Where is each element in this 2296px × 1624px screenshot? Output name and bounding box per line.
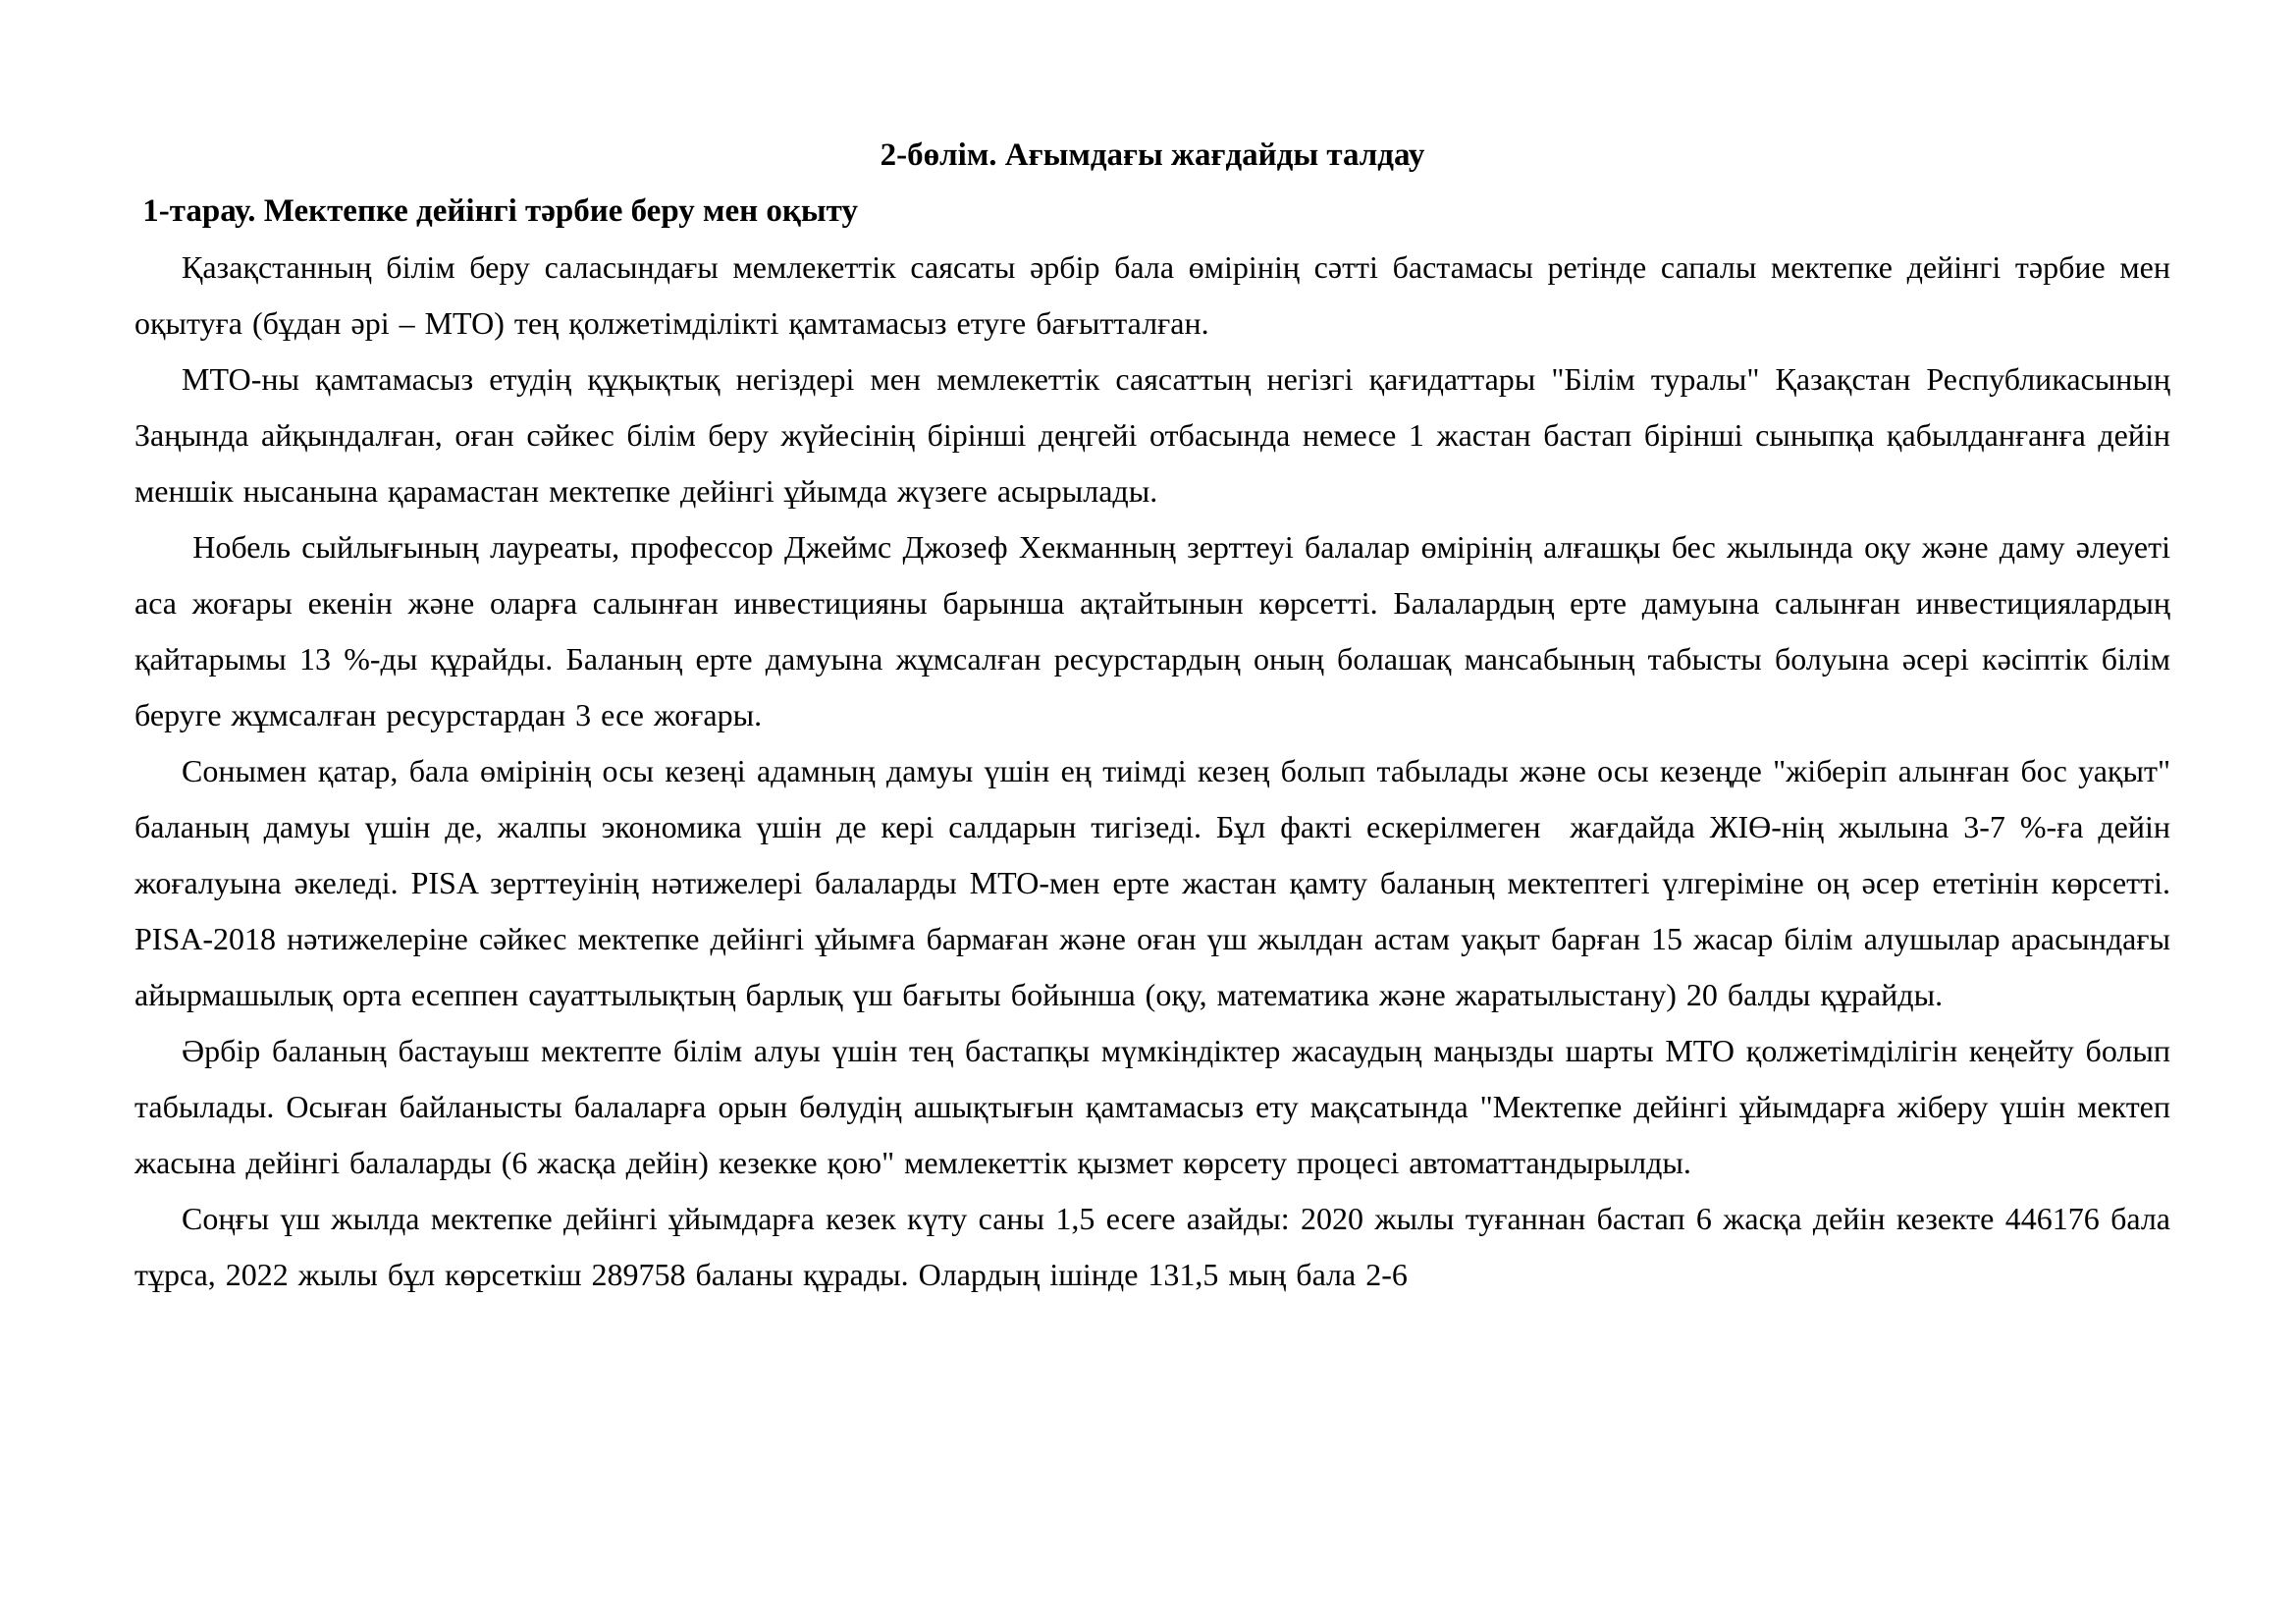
paragraph-pisa-results: Сонымен қатар, бала өмірінің осы кезеңі адамның дамуы үшін ең тиімді кезең болып табылады және осы кезеңде "жіберіп алынған бос уақыт" баланың дамуы үшін де, жалпы экономика үшін де кері салдарын тигізеді. Бұл факті ескерілмеген жағдайда ЖІӨ-нің жылына 3-7 %-ға дейін жоғалуына әкеледі. PISA зерттеуінің нәтижелері балаларды МТО-мен ерте жастан қамту баланың мектептегі үлгеріміне оң әсер ететінін көрсетті. PISA-2018 нәтижелеріне сәйкес мектепке дейінгі ұйымға бармаған және оған үш жылдан астам уақыт барған 15 жасар білім алушылар арасындағы айырмашылық орта есеппен сауаттылықтың барлық үш бағыты бойынша (оқу, математика және жаратылыстану) 20 балды құрайды. (134, 753, 2180, 1012)
section-title: 2-бөлім. Ағымдағы жағдайды талдау (880, 137, 1425, 173)
paragraph-heckman-research: Нобель сыйлығының лауреаты, профессор Джеймс Джозеф Хекманның зерттеуі балалар өмірінің алғашқы бес жылында оқу және даму әлеуеті аса жоғары екенін және оларға салынған инвестицияны барынша ақтайтынын көрсетті. Балалардың ерте дамуына салынған инвестициялардың қайтарымы 13 %-ды құрайды. Баланың ерте дамуына жұмсалған ресурстардың оның болашақ мансабының табысты болуына әсері кәсіптік білім беруге жұмсалған ресурстардан 3 есе жоғары. (134, 529, 2180, 732)
paragraph-legal-basis: МТО-ны қамтамасыз етудің құқықтық негіздері мен мемлекеттік саясаттың негізгі қағидаттары "Білім туралы" Қазақстан Республикасының Заңында айқындалған, оған сәйкес білім беру жүйесінің бірінші деңгейі отбасында немесе 1 жастан бастап бірінші сыныпқа қабылданғанға дейін меншік нысанына қарамастан мектепке дейінгі ұйымда жүзеге асырылады. (134, 361, 2180, 509)
chapter-heading: 1-тарау. Мектепке дейінгі тәрбие беру мен оқыту (134, 193, 858, 229)
paragraph-access-expansion: Әрбір баланың бастауыш мектепте білім алуы үшін тең бастапқы мүмкіндіктер жасаудың маңызды шарты МТО қолжетімділігін кеңейту болып табылады. Осыған байланысты балаларға орын бөлудің ашықтығын қамтамасыз ету мақсатында "Мектепке дейінгі ұйымдарға жіберу үшін мектеп жасына дейінгі балаларды (6 жасқа дейін) кезекке қою" мемлекеттік қызмет көрсету процесі автоматтандырылды. (134, 1033, 2180, 1180)
paragraph-queue-statistics: Соңғы үш жылда мектепке дейінгі ұйымдарға кезек күту саны 1,5 есеге азайды: 2020 жылы туғаннан бастап 6 жасқа дейін кезекте 446176 бала тұрса, 2022 жылы бұл көрсеткіш 289758 баланы құрады. Олардың ішінде 131,5 мың бала 2-6 (134, 1201, 2180, 1292)
paragraph-policy-intro: Қазақстанның білім беру саласындағы мемлекеттік саясаты әрбір бала өмірінің сәтті бастамасы ретінде сапалы мектепке дейінгі тәрбие мен оқытуға (бұдан әрі – МТО) тең қолжетімділікті қамтамасыз етуге бағытталған. (134, 249, 2180, 341)
